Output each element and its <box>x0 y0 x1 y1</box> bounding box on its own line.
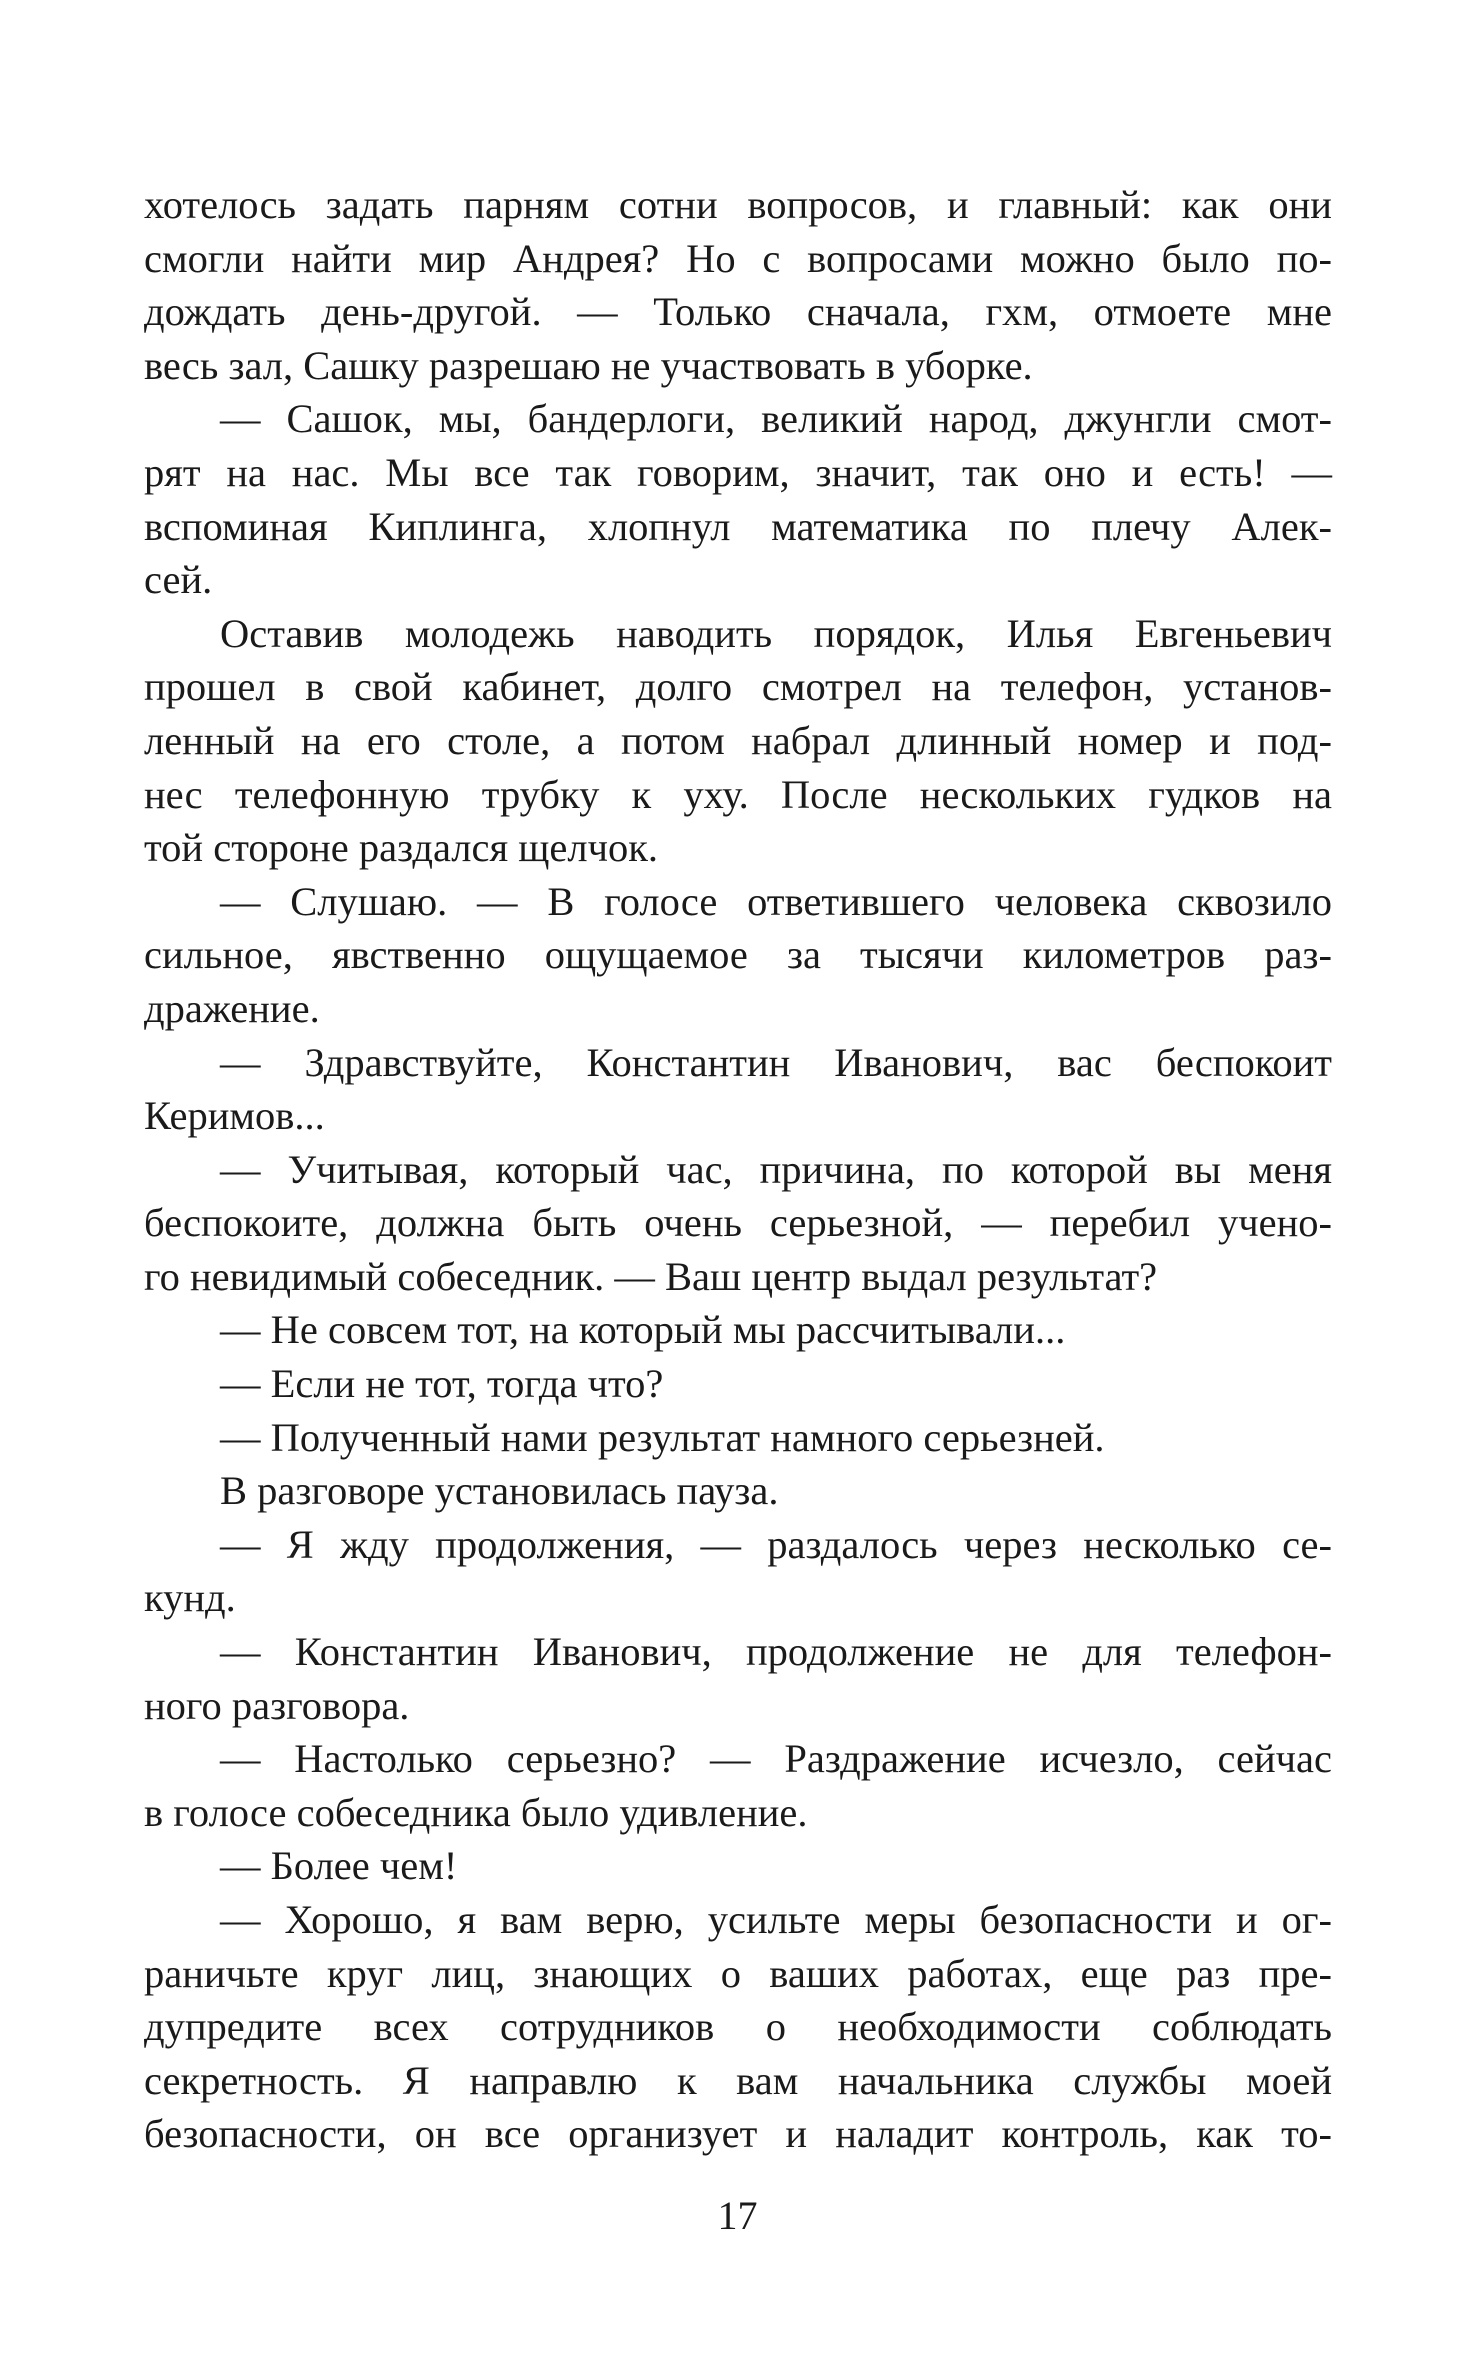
text-line: сильное, явственно ощущаемое за тысячи километров раз- <box>144 932 1332 978</box>
text-line: — Здравствуйте, Константин Иванович, вас беспокоит <box>220 1039 1332 1085</box>
text-line: — Слушаю. — В голосе ответившего человека сквозило <box>220 878 1332 924</box>
text-line: той стороне раздался щелчок. <box>144 825 659 871</box>
text-line: дождать день-другой. — Только сначала, гхм, отмоете мне <box>144 289 1332 335</box>
text-line: кунд. <box>144 1575 236 1621</box>
text-line: — Хорошо, я вам верю, усильте меры безопасности и ог- <box>220 1897 1332 1942</box>
text-line: прошел в свой кабинет, долго смотрел на телефон, установ- <box>144 664 1332 710</box>
page-body <box>144 178 1344 2161</box>
text-line: беспокоите, должна быть очень серьезной, — перебил учено- <box>144 1200 1332 1246</box>
text-line: хотелось задать парням сотни вопросов, и главный: как они <box>144 182 1332 227</box>
text-line: Оставив молодежь наводить порядок, Илья Евгеньевич <box>220 610 1332 656</box>
text-line: весь зал, Сашку разрешаю не участвовать в уборке. <box>144 342 1033 388</box>
text-line: В разговоре установилась пауза. <box>220 1468 779 1514</box>
text-line: вспоминая Киплинга, хлопнул математика по плечу Алек- <box>144 503 1332 549</box>
text-line: сей. <box>144 557 213 603</box>
text-line: ленный на его столе, а потом набрал длинный номер и под- <box>144 717 1332 763</box>
text-line: в голосе собеседника было удивление. <box>144 1789 808 1835</box>
text-line: смогли найти мир Андрея? Но с вопросами можно было по- <box>144 235 1332 281</box>
text-line: — Более чем! <box>220 1843 458 1889</box>
text-line: Керимов... <box>144 1093 325 1139</box>
text-line: — Я жду продолжения, — раздалось через несколько се- <box>220 1521 1332 1567</box>
text-line: рят на нас. Мы все так говорим, значит, так оно и есть! — <box>144 449 1332 495</box>
text-line: — Полученный нами результат намного серьезней. <box>220 1414 1105 1460</box>
text-line: — Если не тот, тогда что? <box>220 1361 664 1407</box>
text-line: — Не совсем тот, на который мы рассчитывали... <box>220 1307 1066 1353</box>
text-line: — Настолько серьезно? — Раздражение исчезло, сейчас <box>220 1736 1332 1782</box>
page-number: 17 <box>717 2193 758 2238</box>
text-line: дражение. <box>144 985 320 1031</box>
text-line: — Константин Иванович, продолжение не для телефон- <box>220 1629 1332 1675</box>
text-line: го невидимый собеседник. — Ваш центр выдал результат? <box>144 1253 1158 1299</box>
text-line: дупредите всех сотрудников о необходимости соблюдать <box>144 2004 1332 2050</box>
text-line: раничьте круг лиц, знающих о ваших работах, еще раз пре- <box>144 1950 1332 1996</box>
text-line: секретность. Я направлю к вам начальника службы моей <box>144 2057 1332 2103</box>
text-line: нес телефонную трубку к уху. После нескольких гудков на <box>144 771 1332 817</box>
text-line: ного разговора. <box>144 1682 410 1728</box>
text-line: безопасности, он все организует и наладит контроль, как то- <box>144 2111 1332 2157</box>
text-line: — Учитывая, который час, причина, по которой вы меня <box>220 1146 1332 1192</box>
text-line: — Сашок, мы, бандерлоги, великий народ, джунгли смот- <box>220 396 1332 442</box>
